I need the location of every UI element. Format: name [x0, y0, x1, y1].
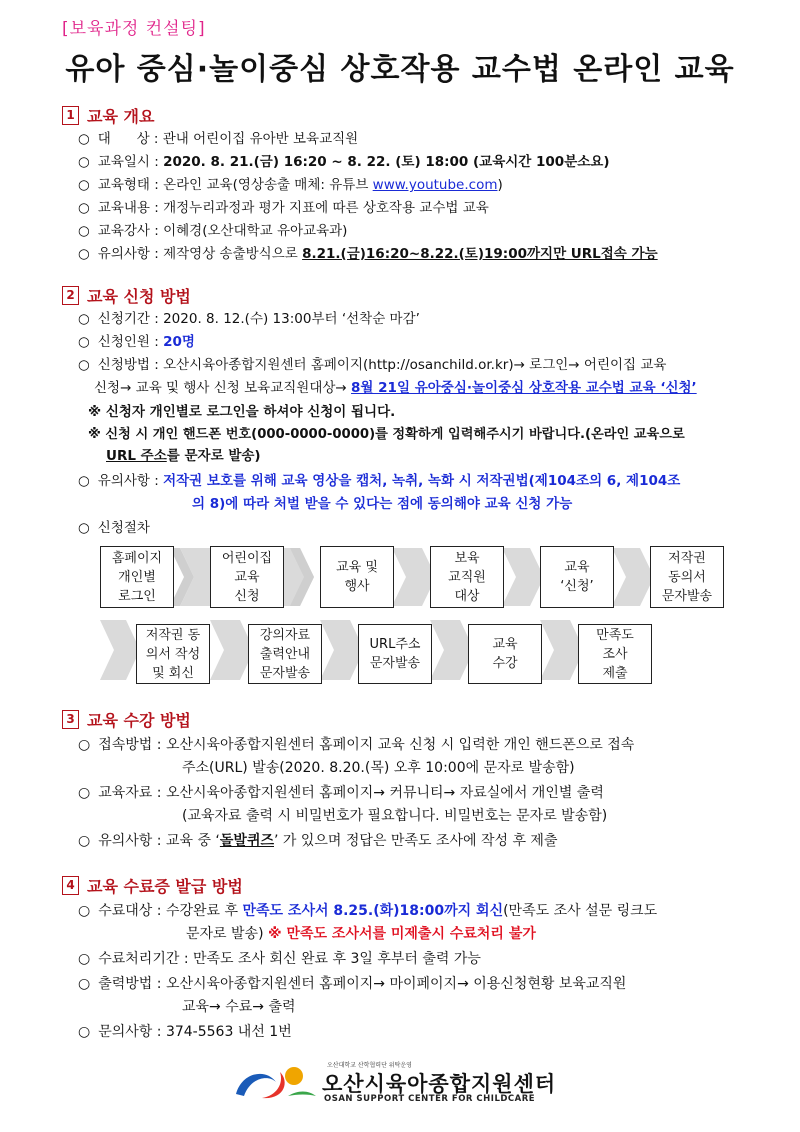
apply-link[interactable]: 8월 21일 유아중심·놀이중심 상호작용 교수법 교육 ‘신청’ [351, 380, 697, 396]
bullet-icon: ○ [78, 334, 90, 350]
item-count: ○ 신청인원 : 20명 [78, 334, 195, 350]
bullet-icon: ○ [78, 154, 90, 170]
flow-step-3: 교육 및 행사 [320, 546, 394, 608]
bullet-icon: ○ [78, 976, 91, 992]
category-tag: [보육과정 컨설팅] [62, 19, 206, 39]
section-title: 교육 수강 방법 [87, 711, 191, 730]
flow-step-2: 어린이집 교육 신청 [210, 546, 284, 608]
item-date: ○ 교육일시 : 2020. 8. 21.(금) 16:20 ~ 8. 22. (토) 18:00 (교육시간 100분소요) [78, 154, 610, 170]
item-teacher: ○ 교육강사 : 이혜경(오산대학교 유아교육과) [78, 223, 348, 239]
notice-login: ※ 신청자 개인별로 로그인을 하셔야 신청이 됩니다. [88, 404, 396, 420]
item-contact: ○ 문의사항 : 374-5563 내선 1번 [78, 1024, 292, 1040]
logo-mark-icon [232, 1060, 320, 1104]
bullet-icon: ○ [78, 177, 90, 193]
item-cert-print-line2: 교육→ 수료→ 출력 [182, 999, 296, 1015]
item-copyright: ○ 유의사항 : 저작권 보호를 위해 교육 영상을 캡처, 녹취, 녹화 시 저작권법(제104조의 6, 제104조 [78, 473, 681, 489]
page-title: 유아 중심·놀이중심 상호작용 교수법 온라인 교육 [65, 52, 735, 87]
item-content: ○ 교육내용 : 개정누리과정과 평가 지표에 따른 상호작용 교수법 교육 [78, 200, 489, 216]
item-copyright-line2: 의 8)에 따라 처벌 받을 수 있다는 점에 동의해야 교육 신청 가능 [192, 496, 573, 512]
section-4-heading [62, 874, 243, 897]
item-material-line2: (교육자료 출력 시 비밀번호가 필요합니다. 비밀번호는 문자로 발송함) [182, 808, 608, 824]
item-period: ○ 신청기간 : 2020. 8. 12.(수) 13:00부터 ‘선착순 마감’ [78, 311, 420, 327]
bullet-icon: ○ [78, 131, 90, 147]
notice-phone-line2: URL 주소를 문자로 발송) [106, 448, 261, 464]
flow-step-11: 만족도 조사 제출 [578, 624, 652, 684]
item-cert-target: ○ 수료대상 : 수강완료 후 만족도 조사서 8.25.(화)18:00까지 회신(만족도 조사 설문 링크도 [78, 903, 658, 919]
item-access: ○ 접속방법 : 오산시육아종합지원센터 홈페이지 교육 신청 시 입력한 개인 핸드폰으로 접속 [78, 737, 635, 753]
item-material: ○ 교육자료 : 오산시육아종합지원센터 홈페이지→ 커뮤니티→ 자료실에서 개인별 출력 [78, 785, 604, 801]
center-logo [232, 1060, 557, 1108]
item-cert-print: ○ 출력방법 : 오산시육아종합지원센터 홈페이지→ 마이페이지→ 이용신청현황 보육교직원 [78, 976, 627, 992]
item-type: ○ 교육형태 : 온라인 교육(영상송출 매체: 유튜브 www.youtube.com) [78, 177, 503, 193]
bullet-icon: ○ [78, 833, 91, 849]
bullet-icon: ○ [78, 357, 90, 373]
item-target: ○ 대 상 : 관내 어린이집 유아반 보육교직원 [78, 131, 359, 147]
flow-step-9: URL주소 문자발송 [358, 624, 432, 684]
bullet-icon: ○ [78, 311, 90, 327]
logo-english: OSAN SUPPORT CENTER FOR CHILDCARE [324, 1094, 536, 1104]
section-number: 4 [62, 876, 79, 895]
flow-step-7: 저작권 동 의서 작성 및 회신 [136, 624, 210, 684]
flow-step-10: 교육 수강 [468, 624, 542, 684]
section-number: 3 [62, 710, 79, 729]
section-title: 교육 수료증 발급 방법 [87, 877, 243, 896]
section-title: 교육 개요 [87, 107, 155, 126]
bullet-icon: ○ [78, 903, 91, 919]
section-number: 1 [62, 106, 79, 125]
logo-name: 오산시육아종합지원센터 [322, 1072, 557, 1096]
section-title: 교육 신청 방법 [87, 287, 191, 306]
flow-step-5: 교육 ‘신청’ [540, 546, 614, 608]
bullet-icon: ○ [78, 246, 90, 262]
notice-phone: ※ 신청 시 개인 핸드폰 번호(000-0000-0000)를 정확하게 입력해주시기 바랍니다.(온라인 교육으로 [88, 427, 685, 442]
flow-step-6: 저작권 동의서 문자발송 [650, 546, 724, 608]
bullet-icon: ○ [78, 951, 91, 967]
item-quiz: ○ 유의사항 : 교육 중 ‘돌발퀴즈’ 가 있으며 정답은 만족도 조사에 작성 후 제출 [78, 833, 558, 849]
flow-step-1: 홈페이지 개인별 로그인 [100, 546, 174, 608]
bullet-icon: ○ [78, 785, 91, 801]
item-method: ○ 신청방법 : 오산시육아종합지원센터 홈페이지(http://osanchild.or.kr)→ 로그인→ 어린이집 교육 [78, 357, 667, 373]
bullet-icon: ○ [78, 737, 91, 753]
bullet-icon: ○ [78, 223, 90, 239]
bullet-icon: ○ [78, 1024, 91, 1040]
item-cert-period: ○ 수료처리기간 : 만족도 조사 회신 완료 후 3일 후부터 출력 가능 [78, 951, 481, 967]
item-access-line2: 주소(URL) 발송(2020. 8.20.(목) 오후 10:00에 문자로 발송함) [182, 760, 575, 776]
logo-subtitle: 오산대학교 산학협력단 위탁운영 [327, 1062, 412, 1069]
section-number: 2 [62, 286, 79, 305]
section-3-heading [62, 708, 191, 731]
bullet-icon: ○ [78, 520, 90, 536]
item-note: ○ 유의사항 : 제작영상 송출방식으로 8.21.(금)16:20~8.22.(토)19:00까지만 URL접속 가능 [78, 246, 658, 262]
item-method-line2: 신청→ 교육 및 행사 신청 보육교직원대상→ 8월 21일 유아중심·놀이중심 상호작용 교수법 교육 ‘신청’ [94, 380, 697, 396]
item-procedure: ○ 신청절차 [78, 520, 150, 536]
youtube-link[interactable]: www.youtube.com [372, 177, 498, 193]
flow-step-8: 강의자료 출력안내 문자발송 [248, 624, 322, 684]
bullet-icon: ○ [78, 200, 90, 216]
flow-step-4: 보육 교직원 대상 [430, 546, 504, 608]
bullet-icon: ○ [78, 473, 90, 489]
item-cert-target-line2: 문자로 발송) ※ 만족도 조사서를 미제출시 수료처리 불가 [186, 926, 536, 942]
